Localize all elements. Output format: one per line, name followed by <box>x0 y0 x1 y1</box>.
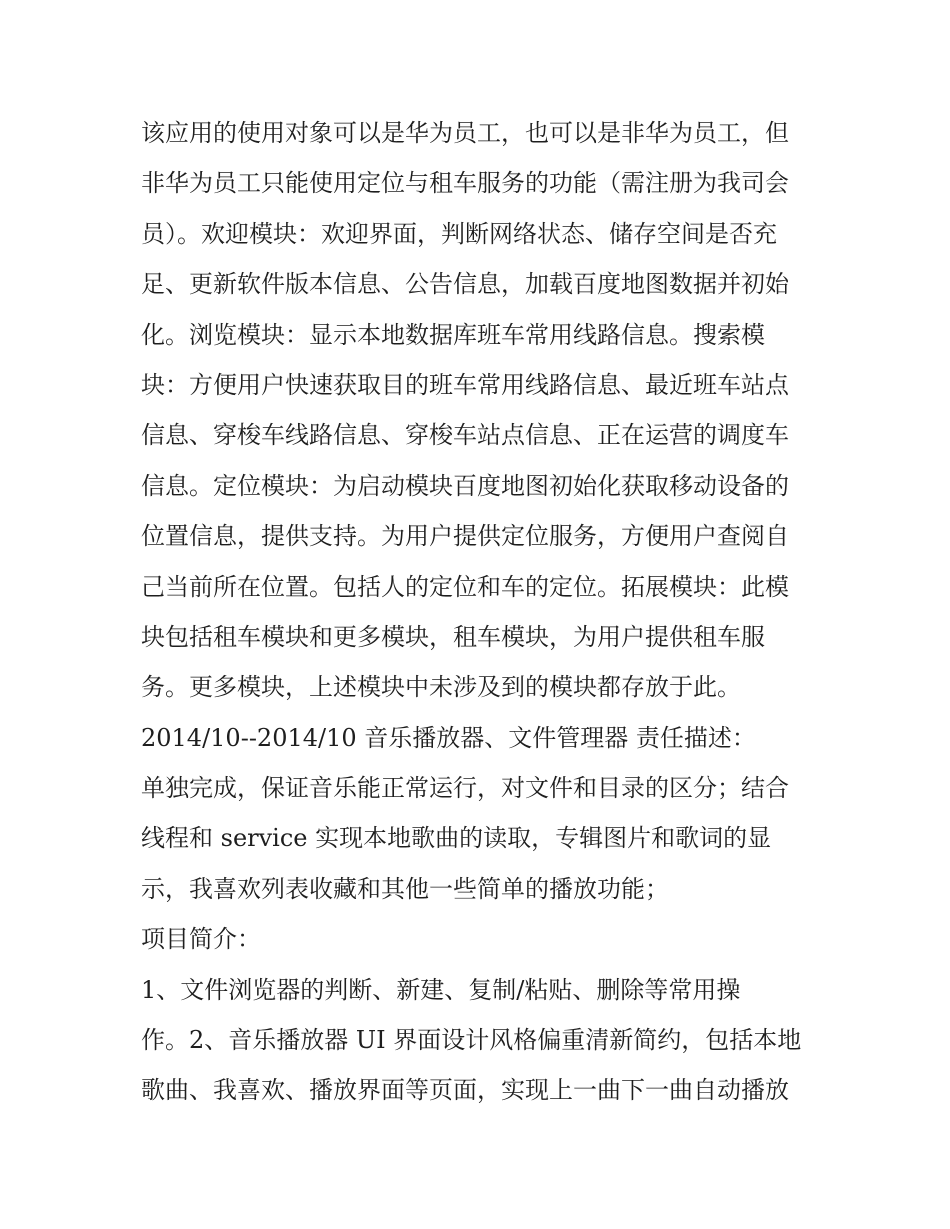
text-line: 务。更多模块，上述模块中未涉及到的模块都存放于此。 <box>141 673 741 702</box>
text-line: 信息。定位模块：为启动模块百度地图初始化获取移动设备的 <box>141 471 789 500</box>
text-line: 线程和 service 实现本地歌曲的读取，专辑图片和歌词的显 <box>141 824 772 853</box>
text-line: 块：方便用户快速获取目的班车常用线路信息、最近班车站点 <box>141 370 789 399</box>
text-line: 单独完成，保证音乐能正常运行，对文件和目录的区分；结合 <box>141 774 789 803</box>
text-line: 己当前所在位置。包括人的定位和车的定位。拓展模块：此模 <box>141 572 789 601</box>
text-line: 非华为员工只能使用定位与租车服务的功能（需注册为我司会 <box>141 169 789 198</box>
text-line: 作。2、音乐播放器 UI 界面设计风格偏重清新简约，包括本地 <box>141 1026 802 1055</box>
document-body <box>141 108 821 1116</box>
section-label: 项目简介： <box>141 925 261 954</box>
text-line: 员）。欢迎模块：欢迎界面，判断网络状态、储存空间是否充 <box>141 219 777 248</box>
text-line: 块包括租车模块和更多模块，租车模块，为用户提供租车服 <box>141 622 765 651</box>
text-line: 该应用的使用对象可以是华为员工，也可以是非华为员工，但 <box>141 119 789 147</box>
text-line: 位置信息，提供支持。为用户提供定位服务，方便用户查阅自 <box>141 522 789 551</box>
text-line: 信息、穿梭车线路信息、穿梭车站点信息、正在运营的调度车 <box>141 421 789 450</box>
text-line: 足、更新软件版本信息、公告信息，加载百度地图数据并初始 <box>141 270 789 299</box>
text-line: 1、文件浏览器的判断、新建、复制/粘贴、删除等常用操 <box>141 975 741 1004</box>
project-heading-line: 2014/10--2014/10 音乐播放器、文件管理器 责任描述： <box>141 723 756 752</box>
text-line: 示，我喜欢列表收藏和其他一些简单的播放功能； <box>141 874 669 903</box>
text-line: 化。浏览模块：显示本地数据库班车常用线路信息。搜索模 <box>141 320 765 349</box>
text-line: 歌曲、我喜欢、播放界面等页面，实现上一曲下一曲自动播放 <box>141 1076 789 1105</box>
